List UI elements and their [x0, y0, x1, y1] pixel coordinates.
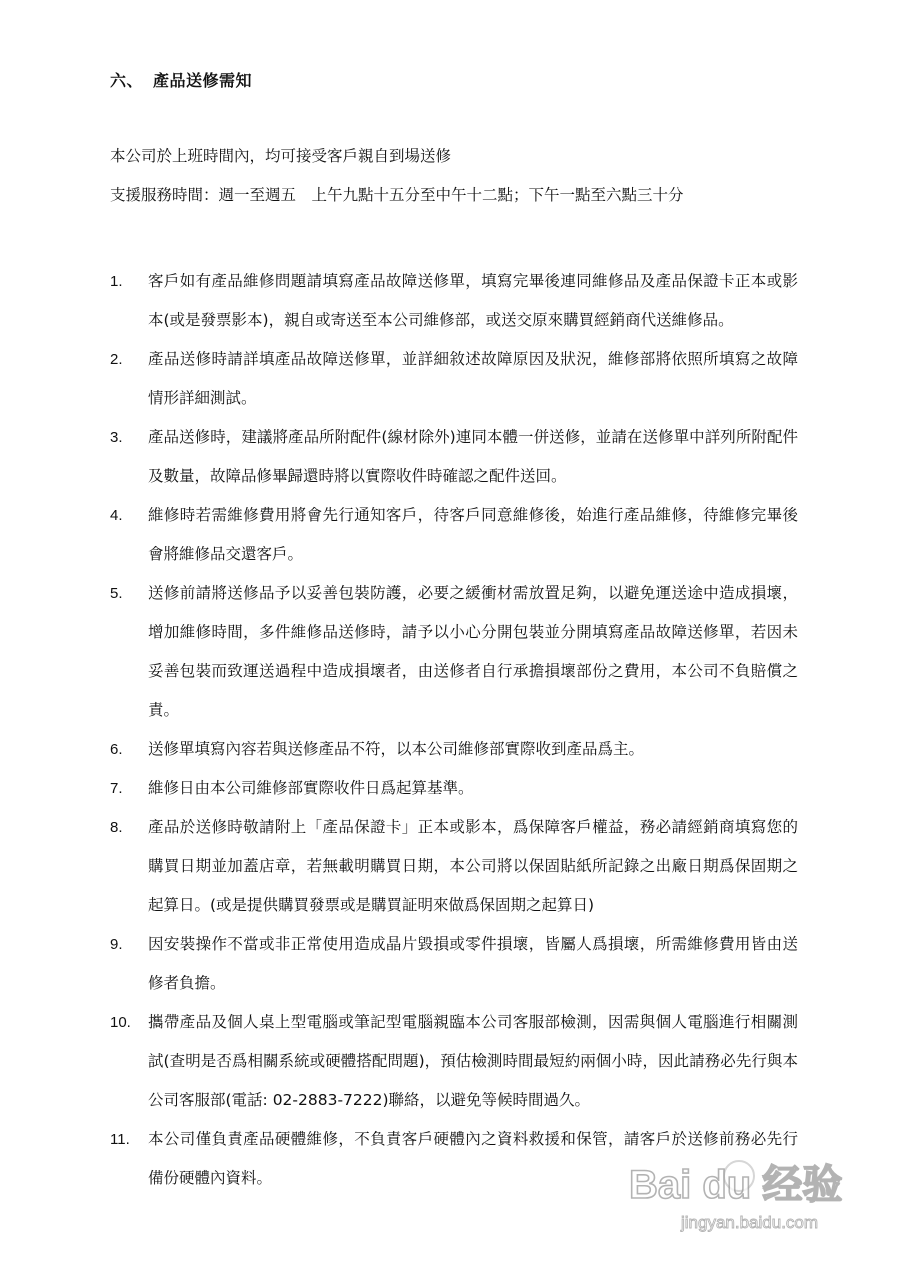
item-text: 維修時若需維修費用將會先行通知客戶，待客戶同意維修後，始進行產品維修，待維修完畢後會將維修品交還客戶。	[148, 506, 798, 563]
list-item	[110, 418, 810, 496]
intro-line-2: 支援服務時間：週一至週五 上午九點十五分至中午十二點；下午一點至六點三十分	[110, 186, 684, 204]
item-number: 5.	[110, 585, 123, 602]
item-number: 9.	[110, 936, 123, 953]
item-text: 送修前請將送修品予以妥善包裝防護，必要之緩衝材需放置足夠，以避免運送途中造成損壞，增加維修時間，多件維修品送修時，請予以小心分開包裝並分開填寫產品故障送修單，若因未妥善包裝而致運送過程中造成損壞者，由送修者自行承擔損壞部份之費用，本公司不負賠償之責。	[148, 584, 798, 719]
item-number: 1.	[110, 273, 123, 290]
item-number: 7.	[110, 780, 123, 797]
baidu-jingyan-watermark	[621, 1152, 881, 1238]
item-text: 本公司僅負責產品硬體維修，不負責客戶硬體內之資料救援和保管，請客戶於送修前務必先行備份硬體內資料。	[148, 1130, 798, 1187]
list-item	[110, 496, 810, 574]
list-item	[110, 925, 810, 1003]
section-title: 產品送修需知	[153, 71, 253, 90]
item-text: 產品於送修時敬請附上「產品保證卡」正本或影本，爲保障客戶權益，務必請經銷商填寫您的購買日期並加蓋店章，若無載明購買日期，本公司將以保固貼紙所記錄之出廠日期爲保固期之起算日。(或是提供購買發票或是購買証明來做爲保固期之起算日)	[148, 818, 798, 914]
list-item	[110, 262, 810, 340]
item-number: 8.	[110, 819, 123, 836]
item-number: 2.	[110, 351, 123, 368]
item-number: 6.	[110, 741, 123, 758]
item-text: 維修日由本公司維修部實際收件日爲起算基準。	[148, 779, 474, 797]
item-number: 4.	[110, 507, 123, 524]
list-item	[110, 1003, 810, 1120]
watermark-brand: Bai du 经验	[629, 1163, 843, 1207]
list-item	[110, 808, 810, 925]
intro-line-1: 本公司於上班時間內，均可接受客戶親自到場送修	[110, 147, 452, 165]
notice-list	[110, 262, 810, 1198]
section-heading	[110, 68, 252, 91]
item-number: 3.	[110, 429, 123, 446]
list-item	[110, 340, 810, 418]
item-text: 送修單填寫內容若與送修產品不符，以本公司維修部實際收到產品爲主。	[148, 740, 645, 758]
item-number: 10.	[110, 1014, 131, 1031]
item-text: 攜帶產品及個人桌上型電腦或筆記型電腦親臨本公司客服部檢測，因需與個人電腦進行相關測試(查明是否爲相關系統或硬體搭配問題)，預估檢測時間最短約兩個小時，因此請務必先行與本公司客服部(電話: 02-2883-7222)聯絡，以避免等候時間過久。	[148, 1013, 798, 1109]
item-text: 客戶如有產品維修問題請填寫產品故障送修單，填寫完畢後連同維修品及產品保證卡正本或影本(或是發票影本)，親自或寄送至本公司維修部，或送交原來購買經銷商代送維修品。	[148, 272, 798, 329]
section-number: 六、	[110, 71, 144, 90]
item-text: 產品送修時，建議將產品所附配件(線材除外)連同本體一併送修，並請在送修單中詳列所附配件及數量，故障品修畢歸還時將以實際收件時確認之配件送回。	[148, 428, 798, 485]
list-item	[110, 769, 810, 808]
list-item	[110, 574, 810, 730]
list-item	[110, 730, 810, 769]
item-text: 產品送修時請詳填產品故障送修單，並詳細敘述故障原因及狀況，維修部將依照所填寫之故障情形詳細測試。	[148, 350, 798, 407]
watermark-url: jingyan.baidu.com	[681, 1213, 819, 1232]
item-number: 11.	[110, 1131, 130, 1148]
item-text: 因安裝操作不當或非正常使用造成晶片毀損或零件損壞，皆屬人爲損壞，所需維修費用皆由送修者負擔。	[148, 935, 798, 992]
